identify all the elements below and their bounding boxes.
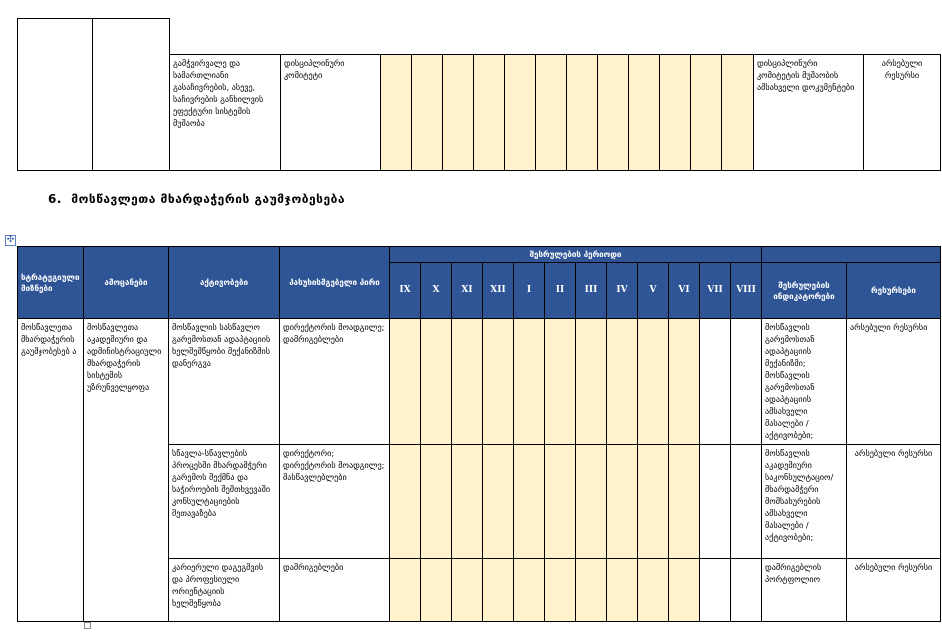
month-cell xyxy=(505,55,536,171)
section-number: 6. xyxy=(48,192,62,206)
header-activities: აქტივობები xyxy=(169,247,280,319)
header-responsible: პასუხისმგებელი პირი xyxy=(280,247,390,319)
header-blank xyxy=(762,247,941,263)
month-cell xyxy=(483,319,514,445)
month-header: III xyxy=(576,263,607,319)
month-cell xyxy=(669,445,700,559)
activity-cell: სწავლა-სწავლების პროცესში მხარდამჭერი გარემოს შექმნა და საჭიროების შემთხვევაში კონსულტაციების შეთავაზება xyxy=(169,445,280,559)
month-cell xyxy=(452,445,483,559)
month-cell xyxy=(421,319,452,445)
month-header: VIII xyxy=(731,263,762,319)
month-cell xyxy=(607,559,638,622)
resources-cell: არსებული რესურსი xyxy=(847,445,941,559)
month-cell xyxy=(514,445,545,559)
month-cell xyxy=(576,319,607,445)
month-header: XI xyxy=(452,263,483,319)
month-cell xyxy=(390,319,421,445)
month-cell xyxy=(421,445,452,559)
indicator-cell: დამრიგებლის პორტფოლიო xyxy=(762,559,847,622)
header-resources: რესურსები xyxy=(847,263,941,319)
month-cell xyxy=(731,319,762,445)
month-cell xyxy=(722,55,754,171)
table-resize-handle[interactable] xyxy=(84,622,91,629)
activity-cell: მოსწავლის სასწავლო გარემოსთან ადაპტაციის ხელშემწყობი მექანიზმის დანერგვა xyxy=(169,319,280,445)
month-cell xyxy=(576,445,607,559)
header-tasks: ამოცანები xyxy=(84,247,169,319)
month-header: II xyxy=(545,263,576,319)
month-cell xyxy=(514,319,545,445)
header-indicators: შესრულების ინდიკატორები xyxy=(762,263,847,319)
month-cell xyxy=(638,559,669,622)
month-cell xyxy=(576,559,607,622)
month-cell xyxy=(669,559,700,622)
month-cell xyxy=(567,55,598,171)
month-cell xyxy=(381,55,412,171)
month-cell xyxy=(660,55,691,171)
month-cell xyxy=(514,559,545,622)
header-goal: სტრატეგიული მიზნები xyxy=(18,247,84,319)
responsible-cell: დამრიგებლები xyxy=(280,559,390,622)
month-header: I xyxy=(514,263,545,319)
month-header: X xyxy=(421,263,452,319)
month-cell xyxy=(390,445,421,559)
month-header: IV xyxy=(607,263,638,319)
month-cell xyxy=(607,445,638,559)
month-cell xyxy=(598,55,629,171)
empty-task-cell xyxy=(93,19,170,171)
month-cell xyxy=(638,319,669,445)
month-cell xyxy=(412,55,443,171)
month-cell xyxy=(421,559,452,622)
month-cell xyxy=(731,445,762,559)
month-header: IX xyxy=(390,263,421,319)
month-cell xyxy=(691,55,722,171)
month-cell xyxy=(607,319,638,445)
month-cell xyxy=(629,55,660,171)
table-move-handle-icon[interactable]: ✣ xyxy=(6,235,15,245)
responsible-cell: დირექტორის მოადგილე; დამრიგებლები xyxy=(280,319,390,445)
task-cell: მოსწავლეთა აკადემიური და ადმინისტრაციული მხარდაჭერის სისტემის უზრუნველყოფა xyxy=(84,319,169,622)
month-cell xyxy=(669,319,700,445)
month-cell xyxy=(545,319,576,445)
month-cell xyxy=(390,559,421,622)
month-header: VII xyxy=(700,263,731,319)
resources-cell: არსებული რესურსი xyxy=(864,55,941,171)
month-cell xyxy=(731,559,762,622)
responsible-cell: დისციპლინური კომიტეტი xyxy=(281,55,381,171)
section-title: მოსწავლეთა მხარდაჭერის გაუმჯობესება xyxy=(71,192,346,206)
indicator-cell: დისციპლინური კომიტეტის მუშაობის ამსახველი დოკუმენტები xyxy=(754,55,864,171)
month-cell xyxy=(545,445,576,559)
month-cell xyxy=(700,445,731,559)
month-cell xyxy=(483,559,514,622)
activity-cell: გამჭვირვალე და სამართლიანი გასაჩივრების, ასევე, საჩივრების განხილვის ეფექტური სისტემის მუშაობა xyxy=(170,55,281,171)
month-header: V xyxy=(638,263,669,319)
month-header: XII xyxy=(483,263,514,319)
previous-table xyxy=(17,18,941,171)
table-row xyxy=(18,319,941,445)
month-cell xyxy=(452,319,483,445)
section-heading xyxy=(48,192,345,206)
empty-goal-cell xyxy=(18,19,93,171)
goal-cell: მოსწავლეთა მხარდაჭერის გაუმჯობესებ ა xyxy=(18,319,84,622)
month-cell xyxy=(536,55,567,171)
month-cell xyxy=(474,55,505,171)
header-period: შესრულების პერიოდი xyxy=(390,247,762,263)
activity-cell: კარიერული დაგეგმვის და პროფესიული ორიენტაციის ხელშეწყობა xyxy=(169,559,280,622)
resources-cell: არსებული რესურსი xyxy=(847,559,941,622)
month-cell xyxy=(700,559,731,622)
month-cell xyxy=(545,559,576,622)
month-cell xyxy=(638,445,669,559)
indicator-cell: მოსწავლის აკადემიური საკონსულტაციო/ მხარდამჭერი მომსახურების ამსახველი მასალები / აქტივობები; xyxy=(762,445,847,559)
month-cell xyxy=(452,559,483,622)
indicator-cell: მოსწავლის გარემოსთან ადაპტაციის მექანიზმი; მოსწავლის გარემოსთან ადაპტაციის ამსახველი მასალები / აქტივობები; xyxy=(762,319,847,445)
month-cell xyxy=(443,55,474,171)
resources-cell: არსებული რესურსი xyxy=(847,319,941,445)
plan-table xyxy=(17,246,941,622)
month-header: VI xyxy=(669,263,700,319)
responsible-cell: დირექტორი; დირექტორის მოადგილე; მასწავლებლები xyxy=(280,445,390,559)
month-cell xyxy=(483,445,514,559)
month-cell xyxy=(700,319,731,445)
